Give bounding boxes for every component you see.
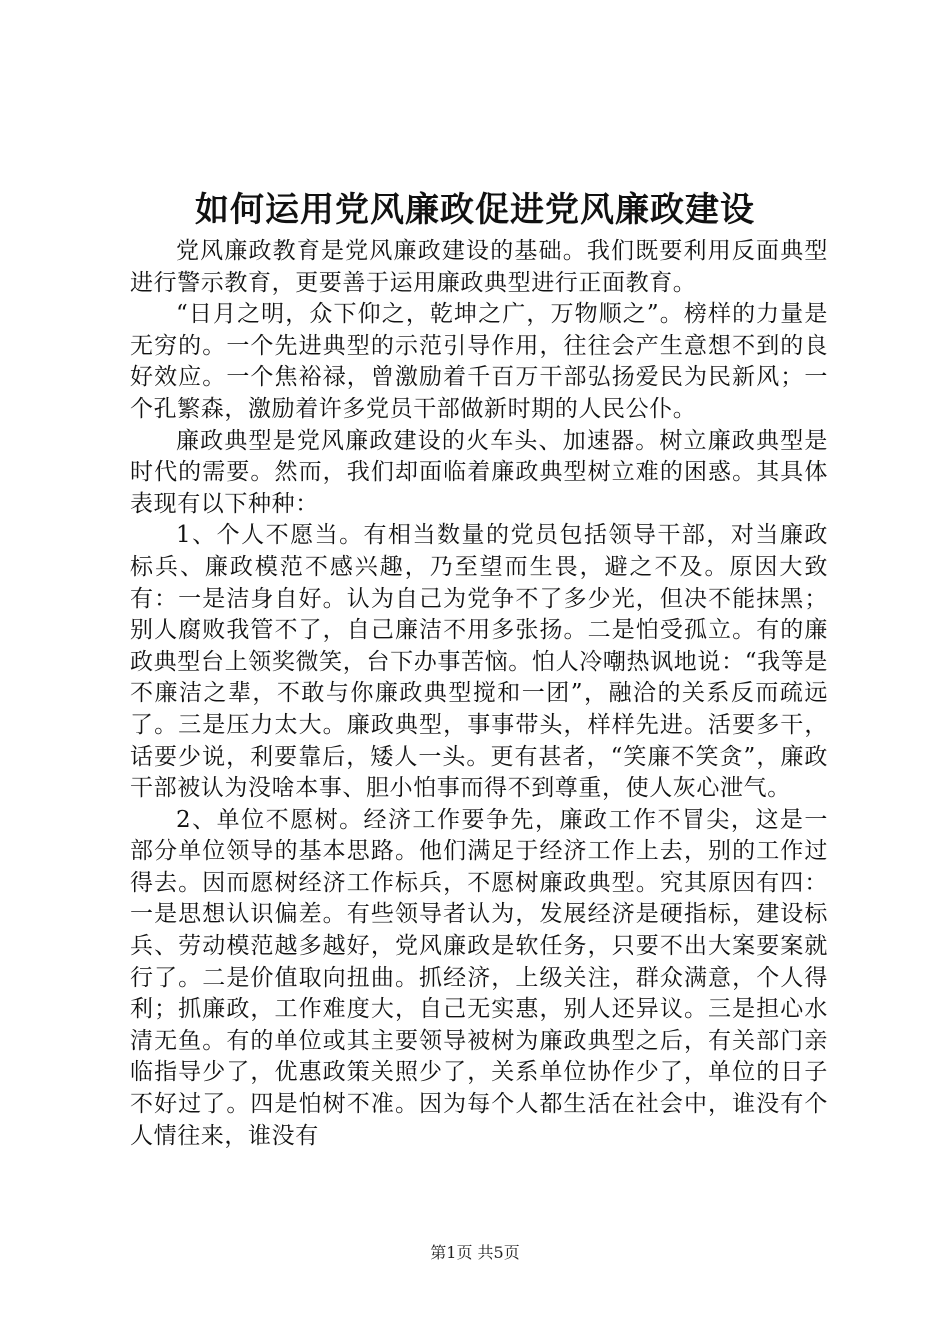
document-body xyxy=(130,236,828,1152)
paragraph-role-model: “日月之明，众下仰之，乾坤之广，万物顺之”。榜样的力量是无穷的。一个先进典型的示范引导作用，往往会产生意想不到的良好效应。一个焦裕禄，曾激励着千百万干部弘扬爱民为民新风；一个孔繁森，激励着许多党员干部做新时期的人民公仆。 xyxy=(130,301,828,422)
paragraph-intro: 党风廉政教育是党风廉政建设的基础。我们既要利用反面典型进行警示教育，更要善于运用廉政典型进行正面教育。 xyxy=(130,238,828,296)
paragraph-point-1: 1、个人不愿当。有相当数量的党员包括领导干部，对当廉政标兵、廉政模范不感兴趣，乃至望而生畏，避之不及。原因大致有：一是洁身自好。认为自己为党争不了多少光，但决不能抹黑；别人腐败我管不了，自己廉洁不用多张扬。二是怕受孤立。有的廉政典型台上领奖微笑，台下办事苦恼。怕人冷嘲热讽地说：“我等是不廉洁之辈，不敢与你廉政典型搅和一团”，融洽的关系反而疏远了。三是压力太大。廉政典型，事事带头，样样先进。活要多干，话要少说，利要靠后，矮人一头。更有甚者，“笑廉不笑贪”，廉政干部被认为没啥本事、胆小怕事而得不到尊重，使人灰心泄气。 xyxy=(130,522,828,802)
paragraph-point-2: 2、单位不愿树。经济工作要争先，廉政工作不冒尖，这是一部分单位领导的基本思路。他们满足于经济工作上去，别的工作过得去。因而愿树经济工作标兵，不愿树廉政典型。究其原因有四：一是思想认识偏差。有些领导者认为，发展经济是硬指标，建设标兵、劳动模范越多越好，党风廉政是软任务，只要不出大案要案就行了。二是价值取向扭曲。抓经济，上级关注，群众满意，个人得利；抓廉政，工作难度大，自己无实惠，别人还异议。三是担心水清无鱼。有的单位或其主要领导被树为廉政典型之后，有关部门亲临指导少了，优惠政策关照少了，关系单位协作少了，单位的日子不好过了。四是怕树不准。因为每个人都生活在社会中，谁没有个人情往来，谁没有 xyxy=(130,806,828,1149)
page-footer: 第1页 共5页 xyxy=(430,1243,520,1262)
paragraph-clean-government-model: 廉政典型是党风廉政建设的火车头、加速器。树立廉政典型是时代的需要。然而，我们却面临着廉政典型树立难的困惑。其具体表现有以下种种： xyxy=(130,427,828,517)
document-title: 如何运用党风廉政促进党风廉政建设 xyxy=(195,190,755,230)
